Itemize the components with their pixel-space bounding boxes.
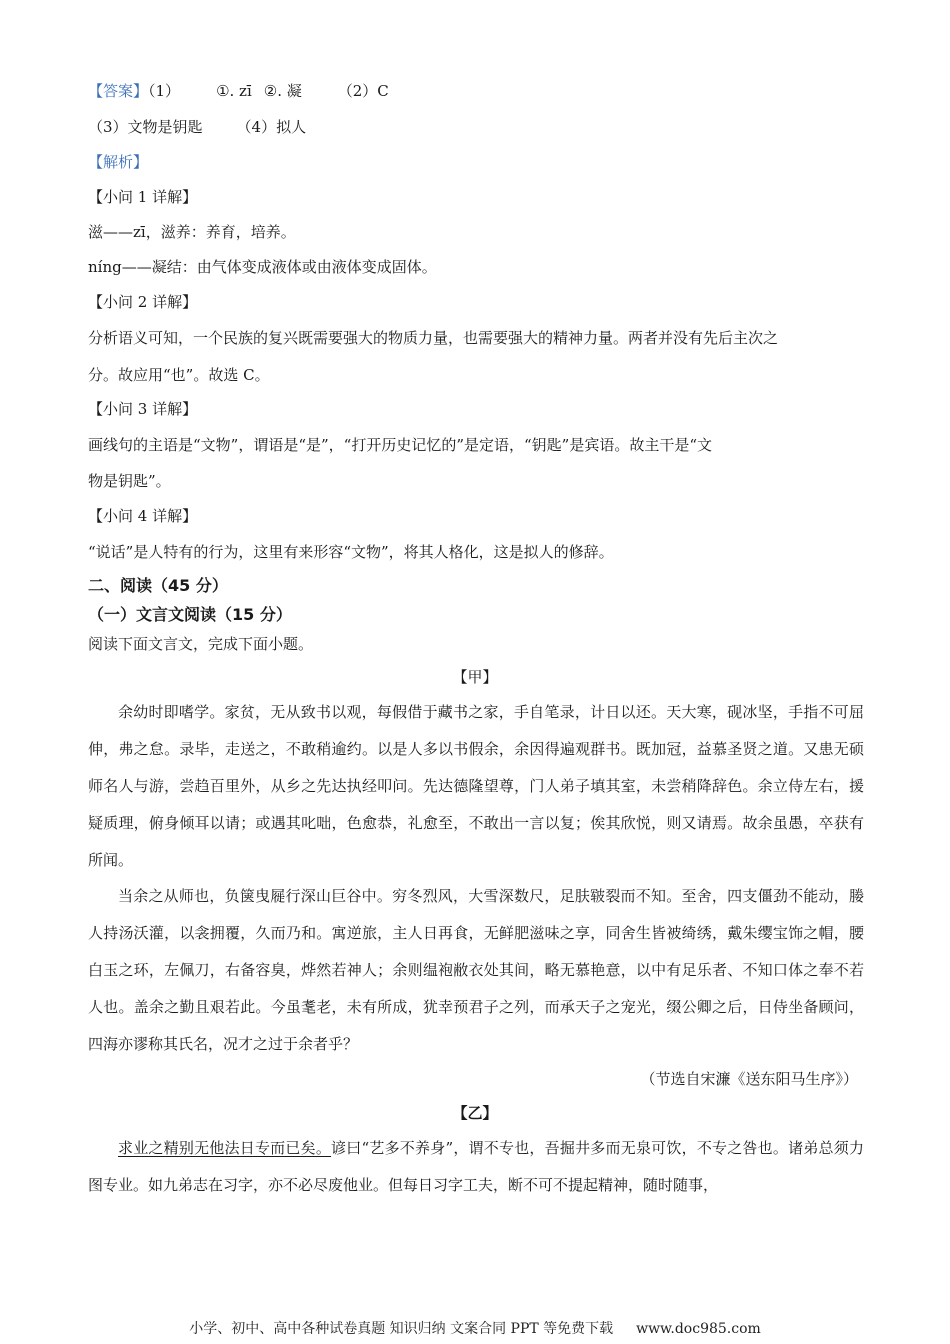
answer-q2: （2）C bbox=[337, 82, 389, 100]
yi-label: 【乙】 bbox=[452, 1104, 498, 1122]
analysis-s2-title: 【小问 2 详解】 bbox=[88, 293, 198, 311]
yi-paragraph-rest: 谚曰“艺多不养身”，谓不专也，吾掘井多而无泉可饮，不专之咎也。诸弟总须力图专业。如九弟志在习字，亦不必尽废他业。但每日习字工夫，断不可不提起精神，随时随事， bbox=[88, 1139, 864, 1194]
analysis-s4-title: 【小问 4 详解】 bbox=[88, 507, 198, 525]
answer-q1-b: ②. 凝 bbox=[263, 82, 302, 100]
answer-q1-a: ①. zī bbox=[216, 82, 252, 100]
jia-paragraph-2: 当余之从师也，负箧曳屣行深山巨谷中。穷冬烈风，大雪深数尺，足肤皲裂而不知。至舍，四支僵劲不能动，媵人持汤沃灌，以衾拥覆，久而乃和。寓逆旅，主人日再食，无鲜肥滋味之享，同舍生皆被绮绣，戴朱缨宝饰之帽，腰白玉之环，左佩刀，右备容臭，烨然若神人；余则缊袍敝衣处其间，略无慕艳意，以中有足乐者、不知口体之奉不若人也。盖余之勤且艰若此。今虽耄老，未有所成，犹幸预君子之列，而承天子之宠光，缀公卿之后，日侍坐备顾问，四海亦谬称其氏名，况才之过于余者乎？ bbox=[88, 887, 864, 1053]
answer-q3: （3）文物是钥匙 bbox=[88, 118, 203, 136]
analysis-s1-line2: níng——凝结：由气体变成液体或由液体变成固体。 bbox=[88, 258, 437, 276]
answer-q4: （4）拟人 bbox=[236, 118, 307, 136]
page-footer bbox=[0, 1318, 950, 1338]
analysis-s3-title: 【小问 3 详解】 bbox=[88, 400, 198, 418]
yi-underlined-sentence: 求业之精别无他法日专而已矣。 bbox=[118, 1139, 332, 1157]
answer-label: 【答案】 bbox=[88, 82, 149, 100]
footer-text: 小学、初中、高中各种试卷真题 知识归纳 文案合同 PPT 等免费下载 bbox=[189, 1321, 614, 1337]
answer-line bbox=[88, 80, 389, 102]
jia-paragraph-1: 余幼时即嗜学。家贫，无从致书以观，每假借于藏书之家，手自笔录，计日以还。天大寒，砚冰坚，手指不可屈伸，弗之怠。录毕，走送之，不敢稍逾约。以是人多以书假余，余因得遍观群书。既加冠，益慕圣贤之道。又患无硕师名人与游，尝趋百里外，从乡之先达执经叩问。先达德隆望尊，门人弟子填其室，未尝稍降辞色。余立侍左右，援疑质理，俯身倾耳以请；或遇其叱咄，色愈恭，礼愈至，不敢出一言以复；俟其欣悦，则又请焉。故余虽愚，卒获有所闻。 bbox=[88, 703, 864, 869]
analysis-s3-line1: 画线句的主语是“文物”，谓语是“是”，“打开历史记忆的”是定语，“钥匙”是宾语。故主干是“文 bbox=[88, 436, 713, 454]
analysis-s4-line1: “说话”是人特有的行为，这里有来形容“文物”，将其人格化，这是拟人的修辞。 bbox=[88, 543, 614, 561]
section-instruction: 阅读下面文言文，完成下面小题。 bbox=[88, 635, 314, 653]
jia-source: （节选自宋濂《送东阳马生序》） bbox=[640, 1070, 858, 1088]
analysis-s3-line2: 物是钥匙”。 bbox=[88, 472, 171, 490]
analysis-s2-line2: 分。故应用“也”。故选 C。 bbox=[88, 366, 270, 384]
analysis-s1-line1: 滋——zī，滋养：养育，培养。 bbox=[88, 223, 296, 241]
footer-url[interactable]: www.doc985.com bbox=[636, 1321, 761, 1337]
analysis-s2-line1: 分析语义可知，一个民族的复兴既需要强大的物质力量，也需要强大的精神力量。两者并没有先后主次之 bbox=[88, 329, 779, 347]
analysis-label: 【解析】 bbox=[88, 153, 149, 171]
section-subtitle: （一）文言文阅读（15 分） bbox=[88, 605, 292, 624]
answer-line-2 bbox=[88, 116, 306, 138]
yi-paragraph-1 bbox=[88, 1130, 864, 1204]
analysis-s1-title: 【小问 1 详解】 bbox=[88, 188, 198, 206]
answer-q1: （1） bbox=[148, 82, 181, 100]
section-title: 二、阅读（45 分） bbox=[88, 576, 228, 595]
jia-label: 【甲】 bbox=[452, 668, 498, 686]
